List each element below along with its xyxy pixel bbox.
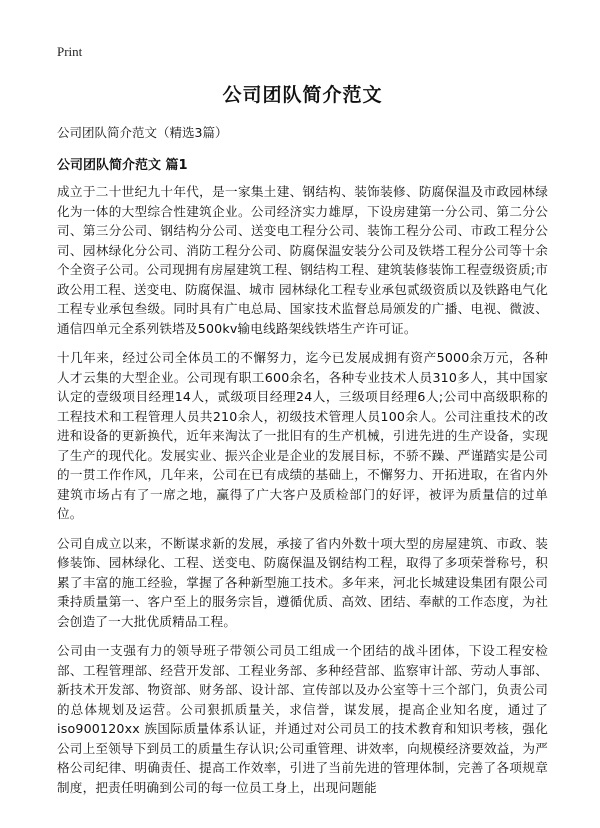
paragraph-4: 公司由一支强有力的领导班子带领公司员工组成一个团结的战斗团体，下设工程安检部、工程管理部、经营开发部、工程业务部、多种经营部、监察审计部、劳动人事部、新技术开发部、物资部、财务部、设计部、宣传部以及办公室等十三个部门，负责公司的总体规划及运营。公司狠抓质量关，求信誉，谋发展，提高企业知名度，通过了iso900120xx 族国际质量体系认证，并通过对公司员工的技术教育和知识考核，强化公司上至领导下到员工的质量生存认识;公司重管理、讲效率，向规模经济要效益，为严格公司纪律、明确责任、提高工作效率，引进了当前先进的管理体制，完善了各项规章制度，把责任明确到公司的每一位员工身上，出现问题能 — [57, 643, 548, 795]
section-heading: 公司团队简介范文 篇1 — [57, 158, 188, 173]
paragraph-3: 公司自成立以来，不断谋求新的发展，承接了省内外数十项大型的房屋建筑、市政、装修装饰、园林绿化、工程、送变电、防腐保温及钢结构工程，取得了多项荣誉称号，积累了丰富的施工经验，掌握了各种新型施工技术。多年来，河北长城建设集团有限公司秉持质量第一、客户至上的服务宗旨，遵循优质、高效、团结、奉献的工作态度，为社会创造了一大批优质精品工程。 — [57, 535, 548, 629]
paragraph-1: 成立于二十世纪九十年代，是一家集土建、钢结构、装饰装修、防腐保温及市政园林绿化为一体的大型综合性建筑企业。公司经济实力雄厚，下设房建第一分公司、第二分公司、第三分公司、钢结构分公司、送变电工程分公司、装饰工程分公司、市政工程分公司、园林绿化分公司、消防工程分公司、防腐保温安装分公司及铁塔工程分公司等十余个全资子公司。公司现拥有房屋建筑工程、钢结构工程、建筑装修装饰工程壹级资质;市政公用工程、送变电、防腐保温、城市 园林绿化工程专业承包贰级资质以及铁路电气化工程专业承包叁级。同时具有广电总局、国家技术监督总局颁发的广播、电视、微波、通信四单元全系列铁塔及500kv输电线路架线铁塔生产许可证。 — [57, 184, 548, 336]
paragraph-2: 十几年来，经过公司全体员工的不懈努力，迄今已发展成拥有资产5000余万元，各种人才云集的大型企业。公司现有职工600余名，各种专业技术人员310多人，其中国家认定的壹级项目经理14人，贰级项目经理24人，三级项目经理6人;公司中高级职称的工程技术和工程管理人员共210余人，初级技术管理人员100余人。公司注重技术的改进和设备的更新换代，近年来淘汰了一批旧有的生产机械，引进先进的生产设备，实现了生产的现代化。发展实业、振兴企业是企业的发展目标，不骄不躁、严谨踏实是公司的一贯工作作风，几年来，公司在已有成绩的基础上，不懈努力、开拓进取，在省内外建筑市场占有了一席之地，赢得了广大客户及质检部门的好评，被评为质量信的过单位。 — [57, 350, 548, 521]
print-link[interactable]: Print — [57, 44, 83, 59]
document-subtitle: 公司团队简介范文（精选3篇） — [57, 125, 228, 140]
page-title: 公司团队简介范文 — [222, 84, 383, 106]
